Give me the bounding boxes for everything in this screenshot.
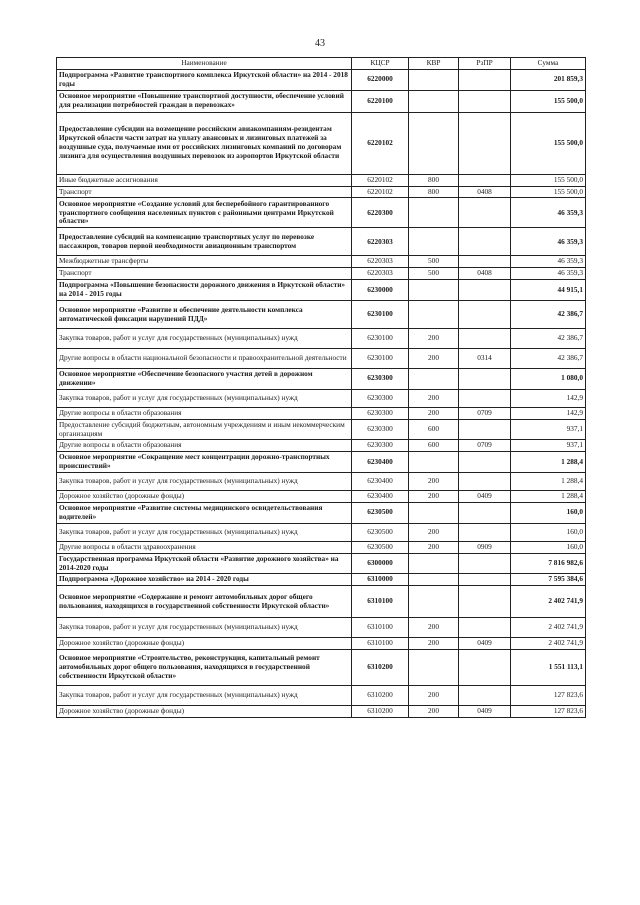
cell-kcsr: 6310100 <box>352 618 409 638</box>
cell-sum: 142,9 <box>511 407 586 419</box>
cell-sum: 46 359,3 <box>511 198 586 228</box>
table-row <box>57 440 586 452</box>
column-header-kcsr: КЦСР <box>352 58 409 70</box>
cell-rzpr: 0709 <box>459 440 511 452</box>
cell-kcsr: 6230500 <box>352 523 409 541</box>
cell-name: Подпрограмма «Повышение безопасности дорожного движения в Иркутской области» на 2014 - 2015 годы <box>57 280 352 301</box>
cell-kvr: 200 <box>409 638 459 650</box>
cell-rzpr <box>459 586 511 618</box>
cell-name: Другие вопросы в области образования <box>57 407 352 419</box>
cell-sum: 46 359,3 <box>511 256 586 268</box>
cell-kvr <box>409 574 459 586</box>
cell-rzpr <box>459 389 511 407</box>
cell-kvr <box>409 650 459 686</box>
table-row <box>57 638 586 650</box>
table-row <box>57 228 586 256</box>
table-row <box>57 503 586 524</box>
cell-kvr <box>409 586 459 618</box>
cell-name: Основное мероприятие «Сокращение мест концентрации дорожно-транспортных происшествий» <box>57 452 352 473</box>
cell-sum: 2 402 741,9 <box>511 618 586 638</box>
column-header-kvr: КВР <box>409 58 459 70</box>
cell-kcsr: 6230400 <box>352 473 409 491</box>
cell-sum: 2 402 741,9 <box>511 586 586 618</box>
column-header-sum: Сумма <box>511 58 586 70</box>
table-row <box>57 574 586 586</box>
cell-kvr <box>409 198 459 228</box>
cell-rzpr <box>459 503 511 524</box>
table-row <box>57 586 586 618</box>
cell-name: Закупка товаров, работ и услуг для государственных (муниципальных) нужд <box>57 389 352 407</box>
cell-rzpr <box>459 256 511 268</box>
cell-sum: 2 402 741,9 <box>511 638 586 650</box>
cell-rzpr <box>459 228 511 256</box>
cell-sum: 155 500,0 <box>511 90 586 112</box>
table-row <box>57 553 586 574</box>
cell-kcsr: 6220300 <box>352 198 409 228</box>
cell-name: Государственная программа Иркутской области «Развитие дорожного хозяйства» на 2014-2020 годы <box>57 553 352 574</box>
cell-sum: 46 359,3 <box>511 228 586 256</box>
cell-name: Межбюджетные трансферты <box>57 256 352 268</box>
cell-kvr <box>409 452 459 473</box>
cell-name: Основное мероприятие «Содержание и ремонт автомобильных дорог общего пользования, находящихся в государственной собственности Иркутской области» <box>57 586 352 618</box>
cell-kvr: 200 <box>409 523 459 541</box>
cell-kcsr: 6230100 <box>352 329 409 349</box>
table-row <box>57 473 586 491</box>
cell-sum: 1 288,4 <box>511 491 586 503</box>
cell-sum: 937,1 <box>511 419 586 440</box>
cell-rzpr: 0408 <box>459 268 511 280</box>
cell-kvr <box>409 503 459 524</box>
cell-name: Закупка товаров, работ и услуг для государственных (муниципальных) нужд <box>57 523 352 541</box>
cell-name: Основное мероприятие «Развитие и обеспечение деятельности комплекса автоматической фиксации нарушений ПДД» <box>57 301 352 329</box>
cell-sum: 937,1 <box>511 440 586 452</box>
cell-rzpr <box>459 553 511 574</box>
cell-sum: 7 816 982,6 <box>511 553 586 574</box>
cell-rzpr <box>459 69 511 90</box>
budget-table <box>56 57 586 718</box>
cell-kcsr: 6230300 <box>352 407 409 419</box>
cell-rzpr: 0409 <box>459 638 511 650</box>
cell-sum: 155 500,0 <box>511 186 586 198</box>
cell-rzpr: 0409 <box>459 706 511 718</box>
cell-kvr: 200 <box>409 491 459 503</box>
cell-kcsr: 6220303 <box>352 256 409 268</box>
cell-kvr <box>409 69 459 90</box>
table-row <box>57 69 586 90</box>
cell-kcsr: 6310200 <box>352 686 409 706</box>
cell-kcsr: 6310100 <box>352 638 409 650</box>
cell-name: Закупка товаров, работ и услуг для государственных (муниципальных) нужд <box>57 686 352 706</box>
cell-rzpr <box>459 198 511 228</box>
cell-kvr: 200 <box>409 407 459 419</box>
cell-name: Другие вопросы в области здравоохранения <box>57 541 352 553</box>
table-row <box>57 174 586 186</box>
cell-kcsr: 6300000 <box>352 553 409 574</box>
cell-rzpr: 0314 <box>459 349 511 369</box>
cell-rzpr <box>459 523 511 541</box>
cell-kvr: 200 <box>409 329 459 349</box>
cell-kcsr: 6230300 <box>352 389 409 407</box>
cell-kvr <box>409 301 459 329</box>
cell-kvr: 200 <box>409 389 459 407</box>
cell-kcsr: 6310200 <box>352 706 409 718</box>
cell-kcsr: 6220102 <box>352 186 409 198</box>
cell-sum: 1 288,4 <box>511 473 586 491</box>
cell-kcsr: 6220102 <box>352 112 409 174</box>
cell-kcsr: 6220303 <box>352 228 409 256</box>
table-row <box>57 301 586 329</box>
cell-kvr <box>409 280 459 301</box>
cell-name: Дорожное хозяйство (дорожные фонды) <box>57 638 352 650</box>
cell-name: Основное мероприятие «Строительство, реконструкция, капитальный ремонт автомобильных дорог общего пользования, находящихся в государственной собственности Иркутской области» <box>57 650 352 686</box>
table-row <box>57 112 586 174</box>
cell-kcsr: 6220303 <box>352 268 409 280</box>
table-row <box>57 650 586 686</box>
cell-kcsr: 6230300 <box>352 440 409 452</box>
table-row <box>57 369 586 390</box>
cell-rzpr <box>459 301 511 329</box>
table-row <box>57 90 586 112</box>
cell-sum: 127 823,6 <box>511 686 586 706</box>
table-row <box>57 329 586 349</box>
cell-rzpr <box>459 280 511 301</box>
cell-sum: 201 859,3 <box>511 69 586 90</box>
cell-rzpr: 0409 <box>459 491 511 503</box>
cell-sum: 1 551 113,1 <box>511 650 586 686</box>
cell-sum: 142,9 <box>511 389 586 407</box>
cell-name: Основное мероприятие «Создание условий для бесперебойного гарантированного транспортного сообщения населенных пунктов с районными центрами Иркутской области» <box>57 198 352 228</box>
table-row <box>57 541 586 553</box>
cell-sum: 42 386,7 <box>511 329 586 349</box>
cell-kvr <box>409 112 459 174</box>
cell-name: Другие вопросы в области национальной безопасности и правоохранительной деятельности <box>57 349 352 369</box>
cell-rzpr <box>459 574 511 586</box>
cell-kcsr: 6310100 <box>352 586 409 618</box>
cell-sum: 1 288,4 <box>511 452 586 473</box>
table-row <box>57 198 586 228</box>
cell-kvr <box>409 90 459 112</box>
cell-kvr <box>409 228 459 256</box>
cell-kvr: 500 <box>409 268 459 280</box>
cell-kvr: 200 <box>409 349 459 369</box>
cell-kvr: 800 <box>409 186 459 198</box>
cell-name: Транспорт <box>57 268 352 280</box>
cell-rzpr <box>459 329 511 349</box>
cell-name: Дорожное хозяйство (дорожные фонды) <box>57 491 352 503</box>
cell-name: Предоставление субсидий бюджетным, автономным учреждениям и иным некоммерческим организациям <box>57 419 352 440</box>
cell-name: Закупка товаров, работ и услуг для государственных (муниципальных) нужд <box>57 473 352 491</box>
table-row <box>57 256 586 268</box>
cell-name: Закупка товаров, работ и услуг для государственных (муниципальных) нужд <box>57 618 352 638</box>
table-row <box>57 349 586 369</box>
cell-sum: 44 915,1 <box>511 280 586 301</box>
table-row <box>57 452 586 473</box>
cell-name: Основное мероприятие «Развитие системы медицинского освидетельствования водителей» <box>57 503 352 524</box>
cell-kcsr: 6220102 <box>352 174 409 186</box>
cell-kcsr: 6230400 <box>352 491 409 503</box>
cell-rzpr: 0408 <box>459 186 511 198</box>
cell-rzpr <box>459 618 511 638</box>
table-row <box>57 706 586 718</box>
cell-rzpr <box>459 419 511 440</box>
cell-rzpr <box>459 174 511 186</box>
cell-name: Предоставление субсидии на возмещение российским авиакомпаниям-резидентам Иркутской области части затрат на уплату авансовых и лизинговых платежей за воздушные суда, получаемые ими от российских лизинговых компаний по договорам лизинга для осуществления воздушных перевозок из аэропортов Иркутской области <box>57 112 352 174</box>
cell-name: Предоставление субсидий на компенсацию транспортных услуг по перевозке пассажиров, товаров первой необходимости авиационным транспортом <box>57 228 352 256</box>
cell-name: Подпрограмма «Дорожное хозяйство» на 2014 - 2020 годы <box>57 574 352 586</box>
cell-sum: 42 386,7 <box>511 349 586 369</box>
cell-name: Основное мероприятие «Повышение транспортной доступности, обеспечение условий для реализации потребностей граждан в перевозках» <box>57 90 352 112</box>
cell-rzpr <box>459 473 511 491</box>
cell-kcsr: 6310000 <box>352 574 409 586</box>
cell-rzpr: 0709 <box>459 407 511 419</box>
cell-kvr <box>409 369 459 390</box>
cell-kcsr: 6230500 <box>352 503 409 524</box>
cell-kcsr: 6230100 <box>352 349 409 369</box>
table-header-row <box>57 58 586 70</box>
cell-sum: 160,0 <box>511 523 586 541</box>
cell-kvr: 200 <box>409 706 459 718</box>
cell-kvr: 600 <box>409 419 459 440</box>
cell-rzpr: 0909 <box>459 541 511 553</box>
table-row <box>57 186 586 198</box>
table-body <box>57 69 586 717</box>
cell-name: Основное мероприятие «Обеспечение безопасного участия детей в дорожном движении» <box>57 369 352 390</box>
cell-kvr <box>409 553 459 574</box>
cell-rzpr <box>459 650 511 686</box>
table-row <box>57 407 586 419</box>
cell-sum: 160,0 <box>511 503 586 524</box>
cell-sum: 127 823,6 <box>511 706 586 718</box>
cell-rzpr <box>459 112 511 174</box>
table-row <box>57 280 586 301</box>
column-header-rzpr: РзПР <box>459 58 511 70</box>
cell-name: Закупка товаров, работ и услуг для государственных (муниципальных) нужд <box>57 329 352 349</box>
cell-kcsr: 6220000 <box>352 69 409 90</box>
cell-kvr: 200 <box>409 541 459 553</box>
cell-kcsr: 6230100 <box>352 301 409 329</box>
cell-kvr: 800 <box>409 174 459 186</box>
cell-rzpr <box>459 686 511 706</box>
table-row <box>57 686 586 706</box>
cell-sum: 7 595 384,6 <box>511 574 586 586</box>
cell-name: Дорожное хозяйство (дорожные фонды) <box>57 706 352 718</box>
cell-kvr: 200 <box>409 686 459 706</box>
column-header-name: Наименование <box>57 58 352 70</box>
cell-kvr: 500 <box>409 256 459 268</box>
cell-kcsr: 6230400 <box>352 452 409 473</box>
cell-rzpr <box>459 90 511 112</box>
cell-sum: 155 500,0 <box>511 112 586 174</box>
table-row <box>57 491 586 503</box>
cell-kcsr: 6230500 <box>352 541 409 553</box>
page-number: 43 <box>315 38 325 49</box>
cell-kvr: 200 <box>409 618 459 638</box>
cell-sum: 1 080,0 <box>511 369 586 390</box>
cell-name: Другие вопросы в области образования <box>57 440 352 452</box>
cell-rzpr <box>459 369 511 390</box>
table-row <box>57 523 586 541</box>
cell-kcsr: 6230300 <box>352 369 409 390</box>
cell-sum: 46 359,3 <box>511 268 586 280</box>
cell-rzpr <box>459 452 511 473</box>
cell-kcsr: 6220100 <box>352 90 409 112</box>
cell-kcsr: 6310200 <box>352 650 409 686</box>
cell-sum: 160,0 <box>511 541 586 553</box>
cell-kvr: 200 <box>409 473 459 491</box>
cell-kcsr: 6230000 <box>352 280 409 301</box>
cell-name: Иные бюджетные ассигнования <box>57 174 352 186</box>
cell-kcsr: 6230300 <box>352 419 409 440</box>
cell-sum: 155 500,0 <box>511 174 586 186</box>
table-row <box>57 618 586 638</box>
cell-kvr: 600 <box>409 440 459 452</box>
cell-name: Подпрограмма «Развитие транспортного комплекса Иркутской области» на 2014 - 2018 годы <box>57 69 352 90</box>
table-row <box>57 389 586 407</box>
cell-sum: 42 386,7 <box>511 301 586 329</box>
cell-name: Транспорт <box>57 186 352 198</box>
table-row <box>57 268 586 280</box>
table-row <box>57 419 586 440</box>
